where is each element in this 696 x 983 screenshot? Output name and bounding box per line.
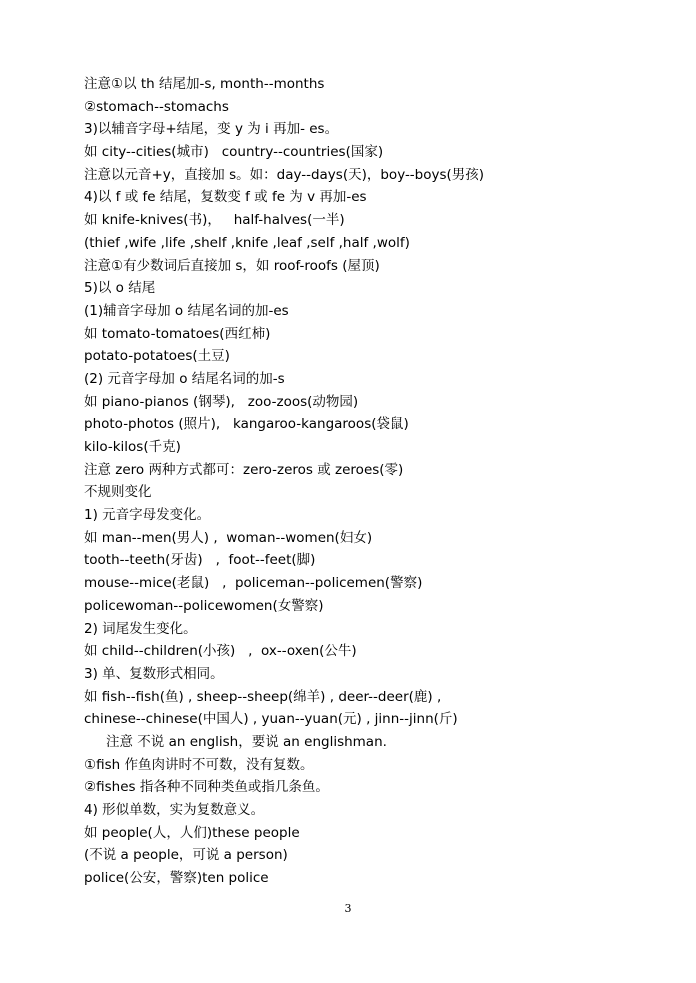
document-body [84,73,674,890]
text-line: kilo-kilos(千克) [84,439,181,455]
text-line: 如 tomato-tomatoes(西红柿) [84,325,271,342]
text-line: 注意①以 th 结尾加-s, month--months [84,76,325,92]
text-line: potato-potatoes(土豆) [84,348,230,365]
text-line: 3)以辅音字母+结尾，变 y 为 i 再加- es。 [84,121,339,138]
text-line: chinese--chinese(中国人) , yuan--yuan(元) , jinn--jinn(斤) [84,711,458,728]
text-line: 注意以元音+y，直接加 s。如：day--days(天)，boy--boys(男孩) [84,166,485,183]
text-line: policewoman--policewomen(女警察) [84,597,324,614]
text-line: police(公安，警察)ten police [84,870,269,887]
text-line: 注意①有少数词后直接加 s，如 roof-roofs (屋顶) [84,257,380,274]
text-line: 5)以 o 结尾 [84,280,156,297]
text-line: 4) 形似单数，实为复数意义。 [84,802,265,818]
text-line: 不规则变化 [84,484,152,501]
text-line: 2) 词尾发生变化。 [84,620,197,637]
text-line: 注意 不说 an english，要说 an englishman. [106,733,387,750]
text-line: 如 piano-pianos (钢琴), zoo-zoos(动物园) [84,393,359,410]
text-line: 如 knife-knives(书)， half-halves(一半) [84,212,345,229]
text-line: 如 man--men(男人) , woman--women(妇女) [84,529,373,546]
text-line: ①fish 作鱼肉讲时不可数，没有复数。 [84,756,314,773]
text-line: (不说 a people，可说 a person) [84,847,288,864]
text-line: ②fishes 指各种不同种类鱼或指几条鱼。 [84,779,329,796]
text-line: 如 people(人，人们)these people [84,824,300,841]
text-line: mouse--mice(老鼠) , policeman--policemen(警察) [84,575,423,592]
text-line: 如 city--cities(城市) country--countries(国家) [84,144,384,161]
text-line: 如 child--children(小孩) , ox--oxen(公牛) [84,643,357,660]
text-line: (thief ,wife ,life ,shelf ,knife ,leaf ,self ,half ,wolf) [84,234,410,251]
text-line: (1)辅音字母加 o 结尾名词的加-es [84,302,289,319]
text-line: (2) 元音字母加 o 结尾名词的加-s [84,370,285,387]
text-line: 注意 zero 两种方式都可：zero-zeros 或 zeroes(零) [84,461,404,478]
page-number: 3 [344,902,352,915]
text-line: 1) 元音字母发变化。 [84,507,211,524]
text-line: tooth--teeth(牙齿) , foot--feet(脚) [84,552,316,569]
text-line: ②stomach--stomachs [84,98,229,115]
text-line: 4)以 f 或 fe 结尾，复数变 f 或 fe 为 v 再加-es [84,189,367,206]
text-line: 如 fish--fish(鱼) , sheep--sheep(绵羊) , deer--deer(鹿) , [84,688,442,705]
text-line: photo-photos (照片), kangaroo-kangaroos(袋鼠) [84,416,409,433]
text-line: 3) 单、复数形式相同。 [84,665,224,682]
